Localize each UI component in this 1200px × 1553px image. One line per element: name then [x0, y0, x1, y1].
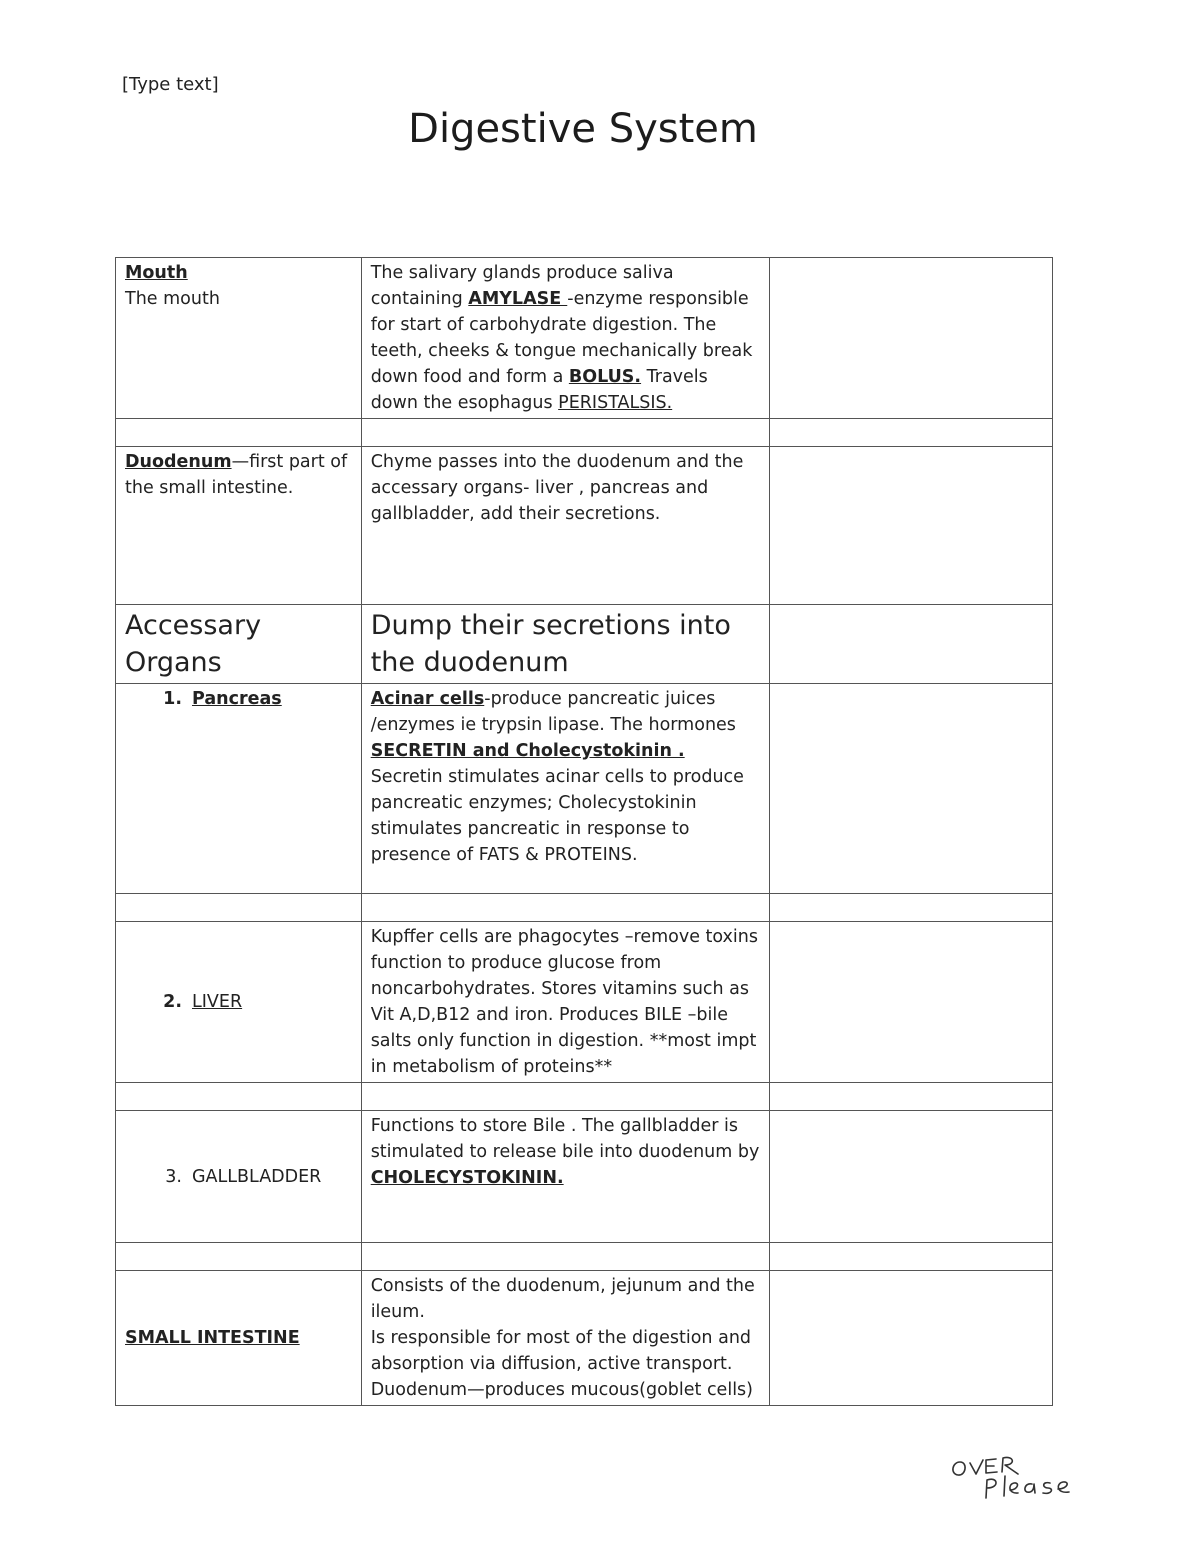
term-hormones: SECRETIN and Cholecystokinin .: [370, 741, 685, 761]
cell-notes-gallbladder[interactable]: [769, 1111, 1052, 1243]
table-row-pancreas: [116, 684, 1053, 894]
term-acinar-cells: Acinar cells: [370, 689, 485, 709]
cell-organ-pancreas: [116, 684, 362, 894]
cell-notes-accessary[interactable]: [769, 605, 1052, 684]
cell-desc-duodenum: Chyme passes into the duodenum and the accessary organs- liver , pancreas and gallbladder, add their secretions.: [361, 447, 769, 605]
spacer-row: [116, 894, 1053, 922]
cell-desc-accessary: Dump their secretions into the duodenum: [361, 605, 769, 684]
desc-text: -enzyme responsible for start of carbohydrate digestion. The teeth, cheeks & tongue mechanically break down food and form a: [370, 289, 753, 387]
desc-text: The salivary glands produce saliva containing: [370, 263, 674, 309]
cell-organ-liver: [116, 922, 362, 1083]
table-row-duodenum: [116, 447, 1053, 605]
cell-organ-accessary: Accessary Organs: [116, 605, 362, 684]
cell-notes-duodenum[interactable]: [769, 447, 1052, 605]
term-bolus: BOLUS.: [568, 367, 642, 387]
header-placeholder-text: [Type text]: [122, 74, 219, 95]
spacer-row: [116, 1243, 1053, 1271]
organ-sub-duodenum: —first part of the small intestine.: [125, 452, 348, 498]
desc-text: Travels down the esophagus: [370, 367, 708, 413]
desc-line: Duodenum—produces mucous(goblet cells): [370, 1380, 753, 1400]
cell-desc-small-intestine: [361, 1271, 769, 1406]
cell-desc-liver: Kupffer cells are phagocytes –remove toxins function to produce glucose from noncarbohydrates. Stores vitamins such as Vit A,D,B12 and iron. Produces BILE –bile salts only function in digestion. **most impt in metabolism of proteins**: [361, 922, 769, 1083]
cell-notes-liver[interactable]: [769, 922, 1052, 1083]
organ-name-pancreas: Pancreas: [192, 689, 282, 709]
organ-name-small-intestine: SMALL INTESTINE: [125, 1328, 300, 1348]
cell-notes-mouth[interactable]: [769, 258, 1052, 419]
item-number: 2.: [163, 992, 182, 1012]
page-title: Digestive System: [408, 106, 758, 152]
term-peristalsis: PERISTALSIS.: [558, 393, 673, 413]
table-row-mouth: [116, 258, 1053, 419]
item-number: 1.: [163, 689, 182, 709]
term-amylase: AMYLASE: [468, 289, 568, 309]
table-row-gallbladder: [116, 1111, 1053, 1243]
table-row-accessary-organs: [116, 605, 1053, 684]
organ-name-mouth: Mouth: [125, 263, 188, 283]
item-number: 3.: [165, 1166, 182, 1187]
cell-organ-gallbladder: [116, 1111, 362, 1243]
organ-sub-mouth: The mouth: [125, 289, 220, 309]
spacer-row: [116, 419, 1053, 447]
table-row-small-intestine: [116, 1271, 1053, 1406]
cell-organ-small-intestine: [116, 1271, 362, 1406]
handwritten-over-please-note: [948, 1450, 1118, 1510]
cell-organ-mouth: [116, 258, 362, 419]
spacer-row: [116, 1083, 1053, 1111]
cell-desc-gallbladder: [361, 1111, 769, 1243]
desc-line: Consists of the duodenum, jejunum and the ileum.: [370, 1276, 755, 1322]
digestive-system-table: [115, 257, 1053, 1406]
desc-line: Is responsible for most of the digestion and absorption via diffusion, active transport.: [370, 1328, 752, 1374]
organ-name-gallbladder: GALLBLADDER: [192, 1166, 322, 1187]
desc-text: Secretin stimulates acinar cells to produce pancreatic enzymes; Cholecystokinin stimulates pancreatic in response to presence of FATS & PROTEINS.: [370, 767, 744, 865]
cell-organ-duodenum: [116, 447, 362, 605]
table-row-liver: [116, 922, 1053, 1083]
desc-text: -produce pancreatic juices /enzymes ie trypsin lipase. The hormones: [370, 689, 736, 735]
desc-text: Functions to store Bile . The gallbladder is stimulated to release bile into duodenum by: [370, 1116, 760, 1162]
cell-notes-small-intestine[interactable]: [769, 1271, 1052, 1406]
term-cholecystokinin: CHOLECYSTOKININ.: [370, 1168, 564, 1188]
cell-notes-pancreas[interactable]: [769, 684, 1052, 894]
cell-desc-pancreas: [361, 684, 769, 894]
organ-name-liver: LIVER: [192, 992, 243, 1012]
cell-desc-mouth: [361, 258, 769, 419]
organ-name-duodenum: Duodenum: [125, 452, 232, 472]
